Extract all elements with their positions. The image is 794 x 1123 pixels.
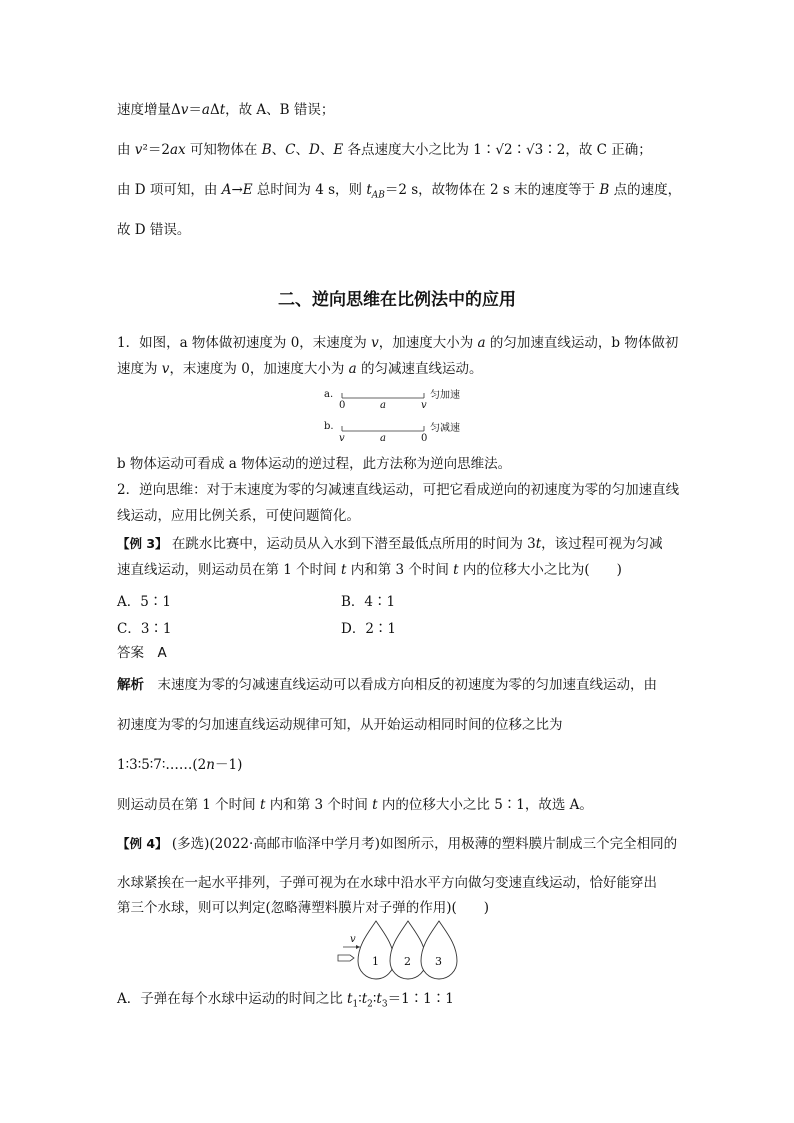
example4-option-a (117, 990, 454, 1014)
var-n: n (206, 757, 215, 773)
text-line-velocity-increment (117, 101, 334, 119)
text: 内和第 3 个时间 (265, 797, 373, 813)
row-a-acc: a (380, 400, 386, 411)
text: 内的位移大小之比 5∶1，故选 A。 (377, 797, 593, 813)
row-b-acc: a (380, 433, 386, 444)
water-ball-2 (390, 921, 426, 979)
example3-analysis-line3 (117, 756, 242, 774)
point-D: D (308, 142, 320, 158)
row-b-end: 0 (421, 433, 428, 444)
var-t: t (372, 797, 378, 813)
var-a: a (201, 102, 210, 118)
point-C: C (285, 142, 296, 158)
example3-option-c: C．3∶1 (117, 621, 172, 637)
text: ＝ (188, 102, 202, 118)
row-a-label: a. (324, 389, 334, 400)
var-a: a (348, 361, 357, 377)
bullet-velocity-label: v (350, 934, 356, 945)
text: ∶ (372, 991, 377, 1007)
var-t: t (361, 991, 368, 1007)
text-line-d-wrong: 故 D 错误。 (117, 222, 191, 238)
row-b-caption: 匀减速 (430, 423, 460, 434)
example3-analysis-line2: 初速度为零的匀加速直线运动规律可知，从开始运动相同时间的位移之比为 (117, 717, 563, 733)
section-heading: 二、逆向思维在比例法中的应用 (278, 290, 516, 310)
var-t: t (259, 797, 266, 813)
text: 速直线运动，则运动员在第 1 个时间 (117, 562, 341, 578)
point2-line2: 线运动，应用比例关系，可使问题简化。 (117, 508, 360, 524)
sqrt-2: √2 (495, 142, 513, 158)
text: 在跳水比赛中，运动员从入水到下潜至最低点所用的时间为 3 (167, 536, 536, 552)
var-t: t (219, 102, 226, 118)
text: 速度为 (117, 361, 162, 377)
text: 的匀减速直线运动。 (356, 361, 483, 377)
example3-option-a: A．5∶1 (117, 594, 171, 610)
text: ＝2 s，故物体在 2 s 末的速度等于 (384, 182, 600, 198)
row-b-start: v (339, 433, 345, 444)
ball-label-1: 1 (372, 955, 379, 968)
bullet-icon (338, 955, 354, 961)
subscript: 2 (367, 999, 373, 1010)
text: 的匀加速直线运动，b 物体做初 (485, 335, 679, 351)
text: ，该过程可视为匀减 (541, 536, 663, 552)
row-b (324, 421, 460, 444)
text: 1∶3∶5∶7∶……(2 (117, 757, 207, 773)
subscript-AB: AB (371, 190, 385, 201)
var-t: t (376, 991, 382, 1007)
text: 、 (271, 142, 286, 158)
example3-line1 (117, 535, 663, 553)
water-ball-1 (358, 921, 394, 979)
var-v: v (180, 102, 189, 118)
var-t: t (347, 991, 353, 1007)
text: 内的位移大小之比为( ) (458, 562, 622, 578)
text: 、 (295, 142, 309, 158)
text: 由 D 项可知，由 (117, 182, 222, 198)
text: ，加速度大小为 (378, 335, 478, 351)
var-a: a (477, 335, 486, 351)
arrow: → (231, 182, 243, 198)
example4-line2: 水球紧挨在一起水平排列，子弹可视为在水球中沿水平方向做匀变速直线运动，恰好能穿出 (117, 875, 657, 891)
text: 则运动员在第 1 个时间 (117, 797, 260, 813)
point2-line1: 2．逆向思维：对于末速度为零的匀减速直线运动，可把它看成逆向的初速度为零的匀加速直线 (117, 482, 680, 498)
row-a-caption: 匀加速 (430, 390, 460, 401)
text: Δ (209, 102, 220, 118)
example4-line1 (117, 835, 677, 853)
reverse-thinking-line: b 物体运动可看成 a 物体运动的逆过程，此方法称为逆向思维法。 (117, 456, 512, 472)
text: 可知物体在 (185, 142, 262, 158)
example3-analysis-line1 (117, 676, 657, 694)
text-line-d-option (117, 181, 681, 205)
row-a-start: 0 (339, 400, 346, 411)
text: ，故 A、B 错误； (225, 102, 335, 118)
text: A．子弹在每个水球中运动的时间之比 (117, 991, 348, 1007)
example3-tag: 【例 3】 (117, 536, 168, 551)
ball-label-2: 2 (404, 955, 411, 968)
var-t: t (453, 562, 459, 578)
example4-line3: 第三个水球，则可以判定(忽略薄塑料膜片对子弹的作用)( ) (117, 900, 490, 916)
ball-label-3: 3 (435, 955, 442, 968)
sqrt-3: √3 (526, 142, 544, 158)
example3-line2 (117, 561, 622, 579)
text: ∶ (512, 142, 527, 158)
point-B: B (599, 182, 610, 198)
var-t: t (366, 182, 372, 198)
text: 总时间为 4 s，则 (252, 182, 367, 198)
subscript: 3 (381, 999, 388, 1010)
example3-option-d: D．2∶1 (341, 621, 397, 637)
row-a (324, 388, 460, 411)
example3-answer (117, 644, 167, 662)
motion-diagram (320, 384, 480, 444)
arrow-head (356, 945, 360, 949)
text: 1．如图，a 物体做初速度为 0，末速度为 (117, 335, 372, 351)
var-v: v (161, 361, 170, 377)
text-line-velocity-ratio (117, 141, 652, 159)
text: (多选)(2022·高邮市临泽中学月考)如图所示，用极薄的塑料膜片制成三个完全相同的 (167, 836, 678, 852)
example3-option-b: B．4∶1 (341, 594, 396, 610)
water-ball-3 (421, 921, 457, 979)
text: ∶2，故 C 正确； (543, 142, 652, 158)
row-b-label: b. (324, 421, 334, 432)
water-balls-diagram (332, 917, 464, 989)
point-E: E (242, 182, 253, 198)
text: ＝1∶1∶1 (387, 991, 454, 1007)
point1-line1 (117, 334, 678, 352)
point1-line2 (117, 360, 482, 378)
text: ²＝2 (142, 142, 170, 158)
var-v: v (371, 335, 379, 351)
point-A: A (221, 182, 232, 198)
text: ，末速度为 0，加速度大小为 (169, 361, 349, 377)
example3-analysis-line4 (117, 796, 593, 814)
subscript: 1 (352, 999, 359, 1010)
var-ax: ax (169, 142, 186, 158)
text: 由 (117, 142, 135, 158)
row-a-end: v (421, 400, 427, 411)
text: －1) (214, 757, 243, 773)
var-v: v (134, 142, 143, 158)
text: 速度增量Δ (117, 102, 181, 118)
text: 点的速度， (609, 182, 682, 198)
text: ∶ (358, 991, 362, 1007)
text: 末速度为零的匀减速直线运动可以看成方向相反的初速度为零的匀加速直线运动，由 (144, 677, 657, 693)
text: 内和第 3 个时间 (346, 562, 454, 578)
var-t: t (340, 562, 347, 578)
example4-tag: 【例 4】 (117, 836, 168, 851)
point-E: E (333, 142, 344, 158)
answer-text: 答案 A (117, 645, 167, 661)
point-B: B (261, 142, 272, 158)
text: 、 (319, 142, 334, 158)
analysis-label: 解析 (117, 677, 144, 693)
var-t: t (535, 536, 542, 552)
text: 各点速度大小之比为 1∶ (343, 142, 496, 158)
